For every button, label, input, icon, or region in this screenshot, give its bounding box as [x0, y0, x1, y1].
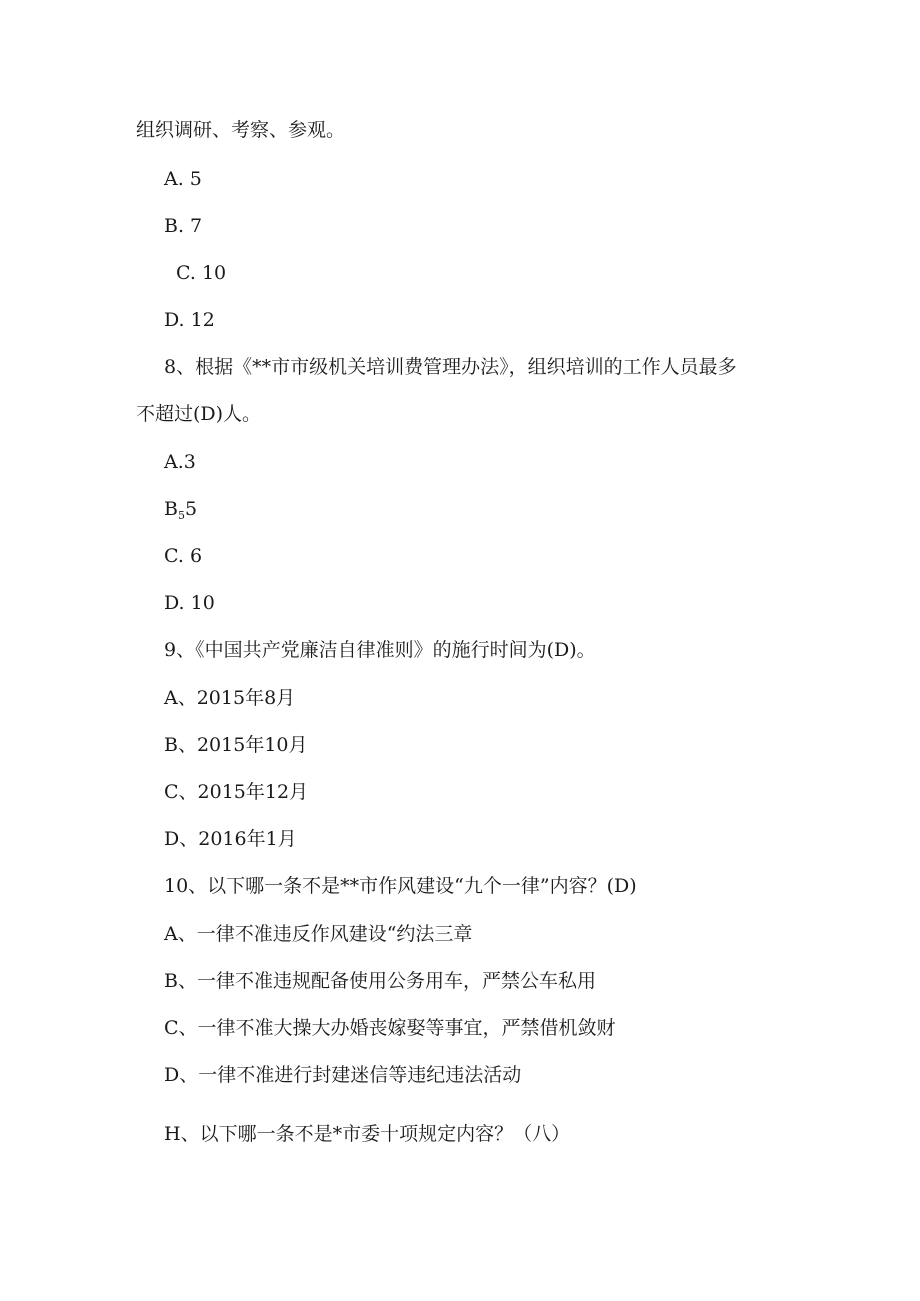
q9-option-d: D、2016年1月 — [164, 828, 297, 850]
q11-question: H、以下哪一条不是*市委十项规定内容？（八） — [164, 1123, 571, 1145]
text-line-continuation: 组织调研、考察、参观。 — [136, 119, 346, 141]
q7-option-c: C. 10 — [176, 262, 227, 284]
q10-option-c: C、一律不准大操大办婚丧嫁娶等事宜，严禁借机敛财 — [164, 1017, 616, 1039]
q7-option-a: A. 5 — [164, 168, 202, 190]
q9-question: 9、《中国共产党廉洁自律准则》的施行时间为(D)。 — [164, 639, 596, 661]
q8-option-b-value: 5 — [184, 498, 198, 520]
q8-option-b — [164, 497, 197, 528]
q8-question-cont: 不超过(D)人。 — [136, 403, 262, 425]
q7-option-b: B. 7 — [164, 215, 203, 237]
q8-option-a: A.3 — [164, 451, 196, 473]
q10-question: 10、以下哪一条不是**市作风建设“九个一律”内容？(D) — [164, 875, 637, 897]
q9-option-b: B、2015年10月 — [164, 734, 308, 756]
q8-option-c: C. 6 — [164, 545, 203, 567]
q8-option-b-letter: B — [164, 498, 178, 520]
q9-option-a: A、2015年8月 — [164, 687, 296, 709]
q9-option-c: C、2015年12月 — [164, 781, 309, 803]
q8-option-b-subscript: 5 — [177, 509, 185, 522]
q10-option-b: B、一律不准违规配备使用公务用车，严禁公车私用 — [164, 970, 596, 992]
q10-option-a: A、一律不准违反作风建设“约法三章 — [164, 923, 473, 945]
q8-question: 8、根据《**市市级机关培训费管理办法》，组织培训的工作人员最多 — [164, 356, 737, 378]
q7-option-d: D. 12 — [164, 309, 215, 331]
q10-option-d: D、一律不准进行封建迷信等违纪违法活动 — [164, 1064, 522, 1086]
q8-option-d: D. 10 — [164, 592, 215, 614]
